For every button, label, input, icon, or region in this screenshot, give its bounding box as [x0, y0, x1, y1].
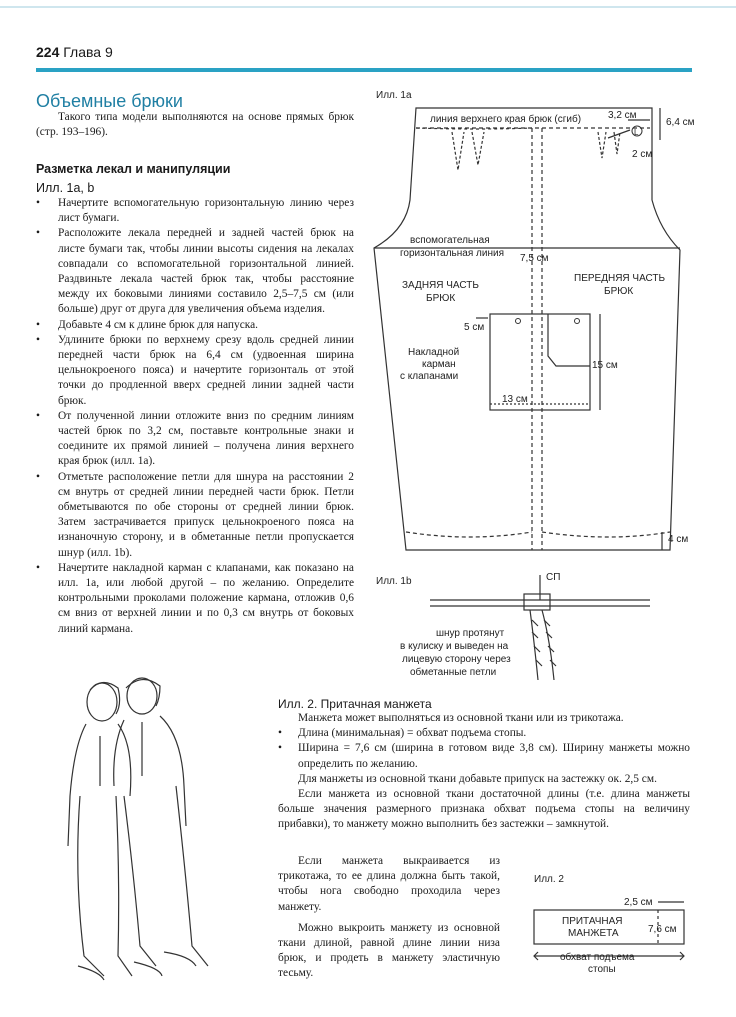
dim-5: 5 см: [464, 322, 485, 333]
cuff-bottom-2: стопы: [588, 964, 616, 975]
pocket-label-1: Накладной: [408, 347, 460, 358]
back-label-1: ЗАДНЯЯ ЧАСТЬ: [402, 280, 479, 291]
instruction-list: [36, 196, 354, 637]
cuff-label-1: ПРИТАЧНАЯ: [562, 916, 623, 927]
cord-note-1: шнур протянут: [436, 628, 505, 639]
list-item: • Удлините брюки по верхнему срезу вдоль средней линии передней части брюк на 6,4 см (удвоенная ширина цельнокроеного пояса) и начертите горизонталь от этой точки до продленной вверх средней линии задней части брюк.: [36, 333, 354, 409]
fig2-intro: Манжета может выполняться из основной ткани или из трикотажа.: [298, 712, 624, 724]
list-item: • Расположите лекала передней и задней частей брюк на листе бумаги так, чтобы линии высоты сидения на лекалах совпадали со вспомогательной горизонтальной линией. Раздвиньте лекала частей брюк так, чтобы расстояние между их боковыми линиями составило 2,5–7,5 см (или больше) друг от друга для увеличения объема изделия.: [36, 226, 354, 317]
fig2-para4: Можно выкроить манжету из основной ткани длиной, равной длине линии низа брюк, и продеть в манжету эластичную тесьму.: [278, 921, 500, 980]
fig2-title: Илл. 2. Притачная манжета: [278, 697, 432, 711]
section-heading: Разметка лекал и манипуляции: [36, 162, 231, 176]
cord-note-4: обметанные петли: [410, 667, 497, 678]
dim-13: 13 см: [502, 394, 528, 405]
pocket-flap: [548, 314, 590, 366]
fig-1a-label: Илл. 1a: [376, 90, 412, 101]
list-item: • Начертите накладной карман с клапанами, как показано на илл. 1a, или любой другой – по желанию. Определите контрольными проколами положение кармана, отложив 0,6 см вниз от верхней линии и по 0,3 см внутрь от боковых линий кармана.: [36, 561, 354, 637]
cuff-diagram: [520, 870, 700, 980]
aux-line-label-2: горизонтальная линия: [400, 248, 504, 259]
list-item: • Длина (минимальная) = обхват подъема стопы.: [278, 726, 690, 741]
list-item: • Добавьте 4 см к длине брюк для напуска.: [36, 318, 354, 333]
dim-75: 7,5 см: [520, 253, 549, 264]
dim-25: 2,5 см: [624, 897, 653, 908]
chapter-label: Глава 9: [63, 44, 113, 60]
fashion-illustration: [60, 676, 250, 996]
list-item: • Начертите вспомогательную горизонтальную линию через лист бумаги.: [36, 196, 354, 226]
fig2-para2: Если манжета из основной ткани достаточной длины (т.е. длина манжеты больше значения размерного признака обхват подъема стопы на величину прибавки), то манжету можно выполнить без застежки – замкнутой.: [278, 788, 690, 831]
fold-line-label: линия верхнего края брюк (сгиб): [430, 114, 582, 125]
fig-2-label: Илл. 2: [534, 874, 564, 885]
front-label-1: ПЕРЕДНЯЯ ЧАСТЬ: [574, 273, 666, 284]
fig2-narrow-block: [278, 854, 500, 982]
cord-note-3: лицевую сторону через: [402, 654, 511, 665]
loop-mark-letter: L: [634, 128, 639, 137]
fig2-para3: Если манжета выкраивается из трикотажа, то ее длина должна быть такой, чтобы нога свободно проходила через манжету.: [278, 855, 500, 913]
dim-4: 4 см: [668, 534, 689, 545]
fig-1b-label: Илл. 1b: [376, 576, 412, 587]
dim-15: 15 см: [592, 360, 618, 371]
dim-2: 2 см: [632, 149, 653, 160]
pants-outline: [374, 108, 680, 550]
list-item: • Отметьте расположение петли для шнура на расстоянии 2 см внутрь от средней линии передней части брюк. Петли обметываются по обе стороны от средней линии брюк. Затем застрачивается припуск цельнокроеного пояса на изнаночную сторону, и в обметанные петли пропускается шнур (илл. 1b).: [36, 470, 354, 561]
header-bar: [36, 68, 692, 72]
fig2-para1: Для манжеты из основной ткани добавьте припуск на застежку ок. 2,5 см.: [298, 772, 657, 785]
page-header: [36, 44, 113, 60]
cord-note-2: в кулиску и выведен на: [400, 641, 509, 652]
sp-label: СП: [546, 572, 561, 583]
cuff-bottom-1: обхват подъема: [560, 952, 635, 963]
dim-32: 3,2 см: [608, 110, 637, 121]
pattern-diagram-1: [360, 80, 700, 690]
dim-76: 7,6 см: [648, 924, 677, 935]
top-rule: [0, 6, 736, 8]
back-label-2: БРЮК: [426, 293, 456, 304]
cuff-label-2: МАНЖЕТА: [568, 928, 619, 939]
page-number: 224: [36, 44, 60, 60]
list-item: • От полученной линии отложите вниз по средним линиям частей брюк по 3,2 см, поставьте контрольные знаки и соедините их прямой линией – получена линия верхнего края брюк (илл. 1a).: [36, 409, 354, 470]
fig2-list: [278, 726, 690, 772]
intro-paragraph: Такого типа модели выполняются на основе прямых брюк (стр. 193–196).: [36, 111, 354, 139]
aux-line-label-1: вспомогательная: [410, 235, 490, 246]
page-title: Объемные брюки: [36, 91, 183, 111]
pocket-label-3: с клапанами: [400, 371, 459, 382]
fig2-intro-block: [278, 711, 690, 833]
front-label-2: БРЮК: [604, 286, 634, 297]
ill-reference: Илл. 1a, b: [36, 181, 95, 195]
pocket-label-2: карман: [422, 359, 456, 370]
list-item: • Ширина = 7,6 см (ширина в готовом виде 3,8 см). Ширину манжеты можно определить по желанию.: [278, 741, 690, 771]
dim-64: 6,4 см: [666, 117, 695, 128]
